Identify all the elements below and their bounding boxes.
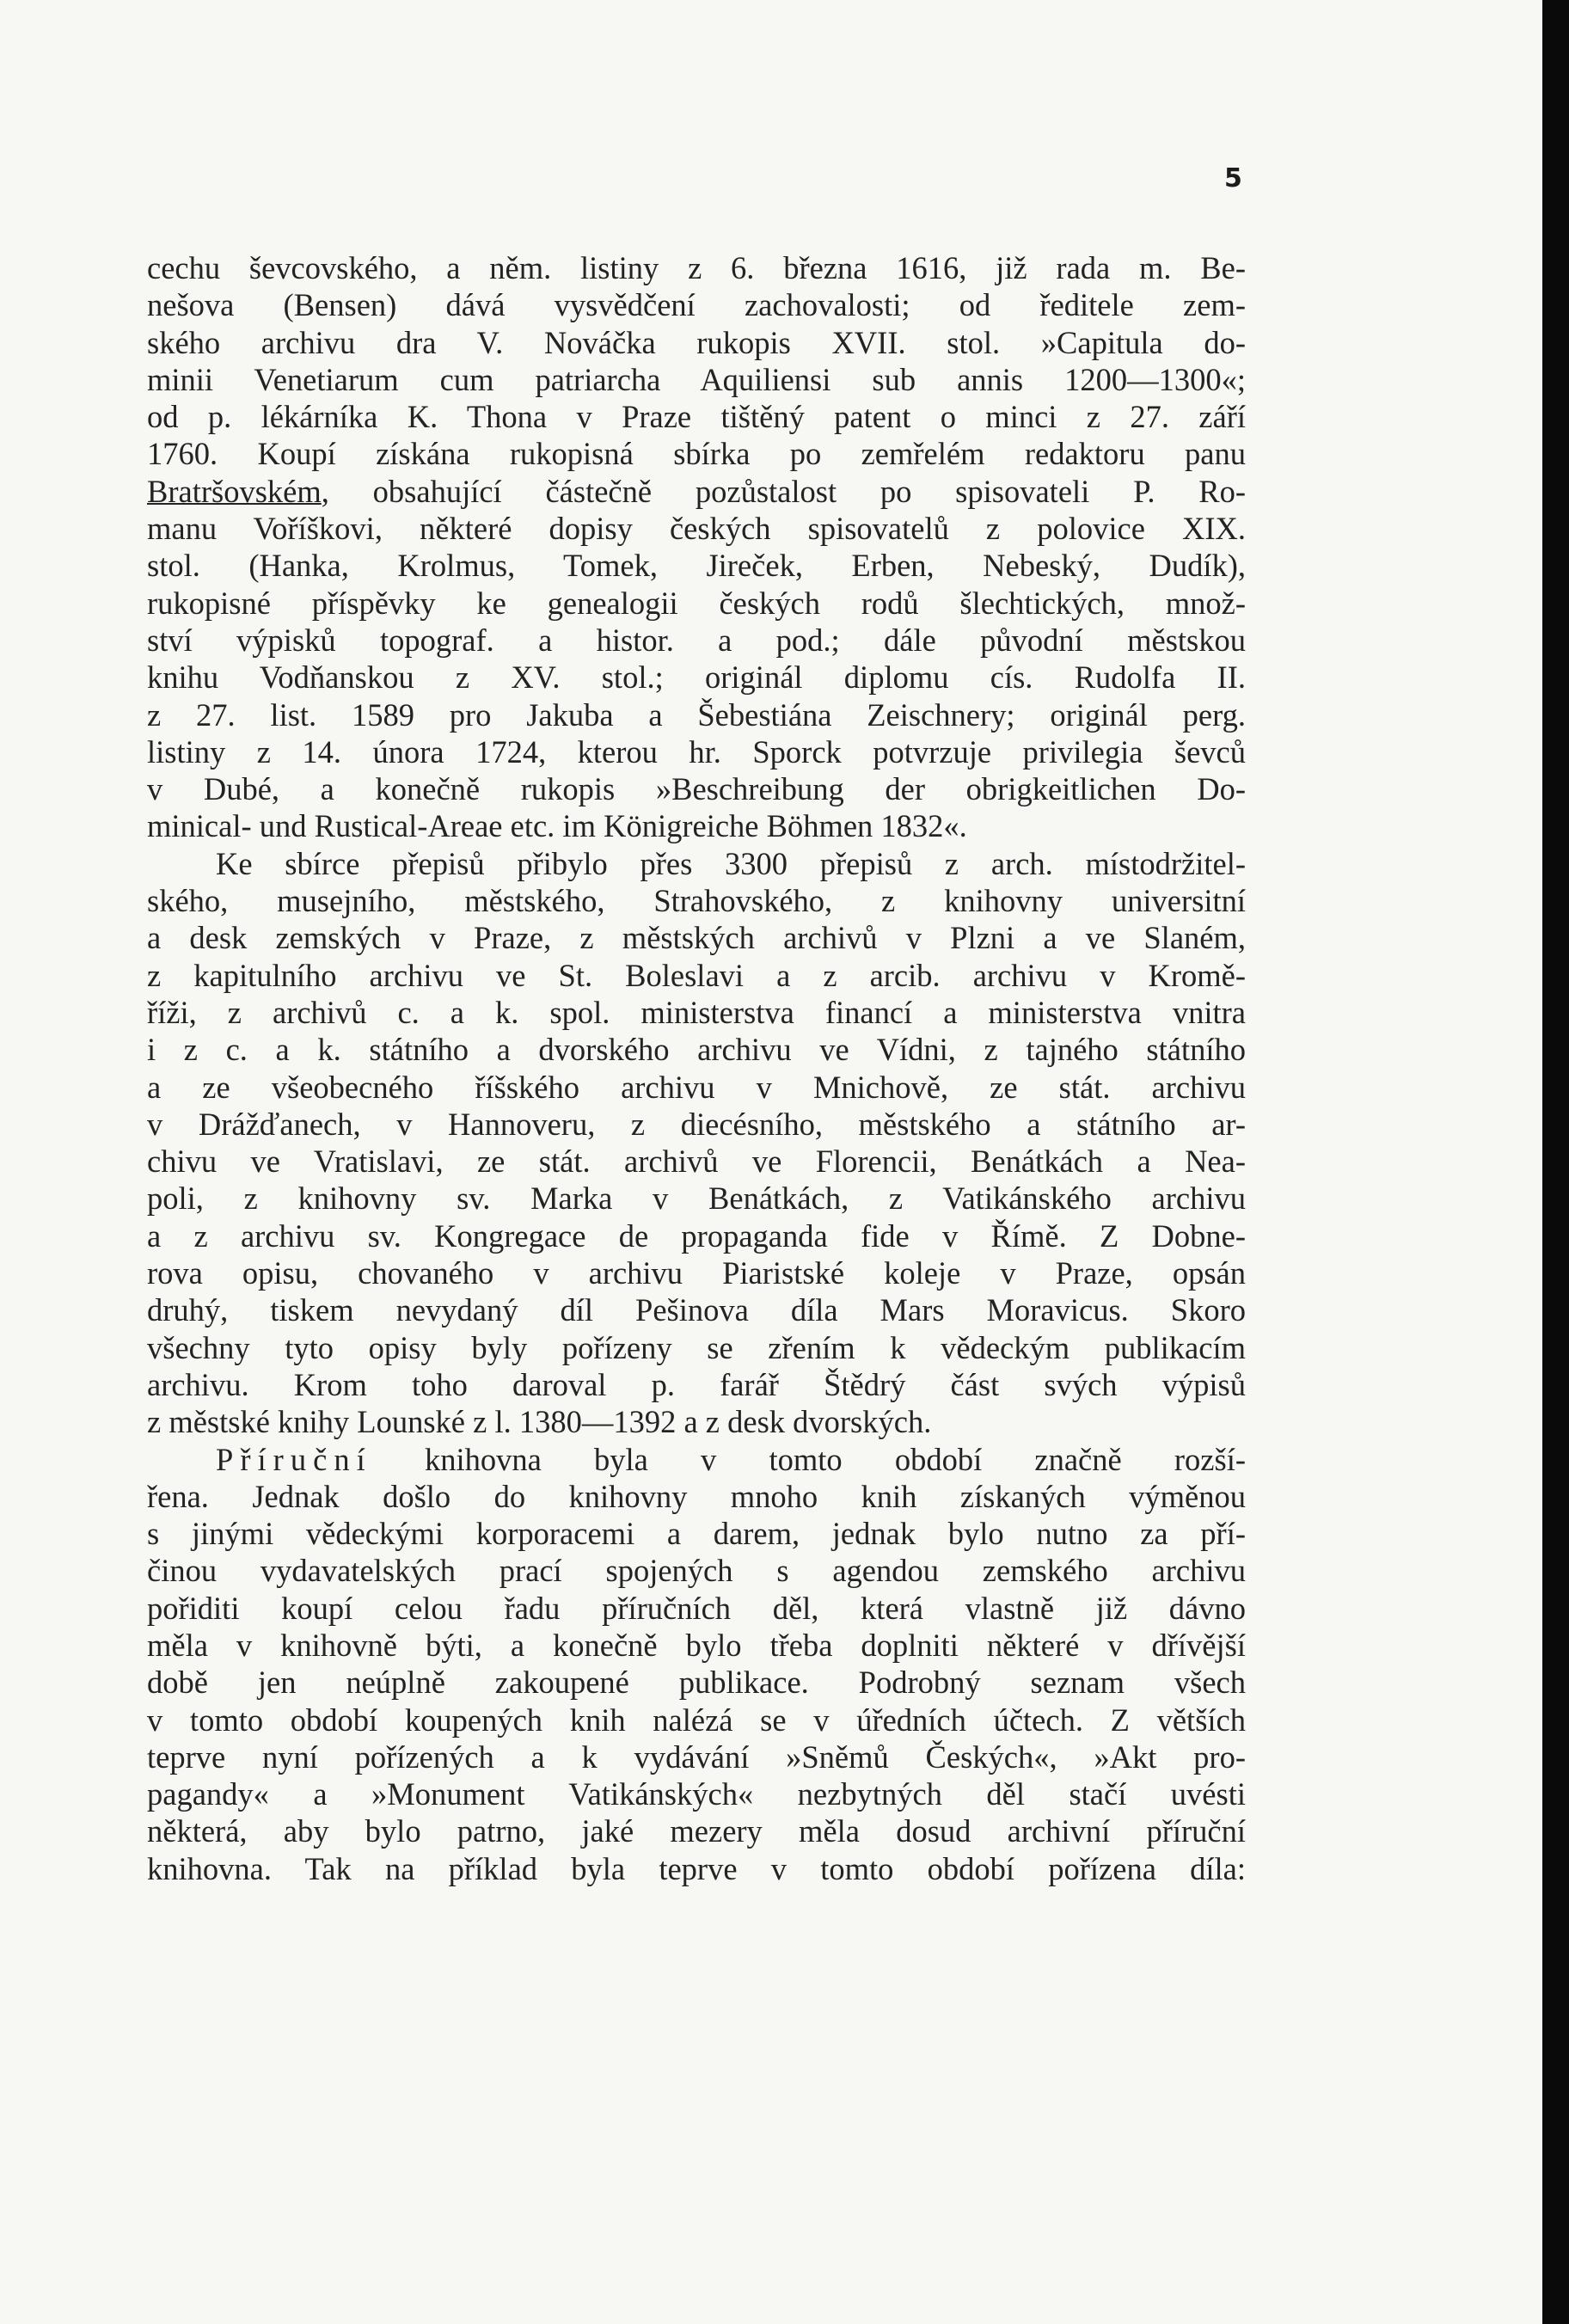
- text-line: poli, z knihovny sv. Marka v Benátkách, z Vatikánského archivu: [147, 1180, 1246, 1217]
- text-line: chivu ve Vratislavi, ze stát. archivů ve Florencii, Benátkách a Nea-: [147, 1144, 1246, 1180]
- text-line: z 27. list. 1589 pro Jakuba a Šebestiána Zeischnery; originál perg.: [147, 696, 1246, 733]
- text-line: knihovna. Tak na příklad byla teprve v tomto období pořízena díla:: [147, 1850, 1246, 1886]
- text-line: době jen neúplně zakoupené publikace. Podrobný seznam všech: [147, 1665, 1246, 1701]
- text-line: činou vydavatelských prací spojených s agendou zemského archivu: [147, 1553, 1246, 1589]
- line-text: knihovna byla v tomto období značně rozší-: [371, 1441, 1246, 1477]
- text-line: některá, aby bylo patrno, jaké mezery měla dosud archivní příruční: [147, 1813, 1246, 1849]
- body-text: [147, 249, 1246, 1887]
- text-line: říži, z archivů c. a k. spol. ministerstva financí a ministerstva vnitra: [147, 994, 1246, 1030]
- text-line: všechny tyto opisy byly pořízeny se zřením k vědeckým publikacím: [147, 1329, 1246, 1365]
- text-line: s jinými vědeckými korporacemi a darem, jednak bylo nutno za pří-: [147, 1516, 1246, 1552]
- page-number: 5: [1224, 163, 1242, 193]
- text-line: [147, 1441, 1246, 1478]
- text-line: z kapitulního archivu ve St. Boleslavi a z arcib. archivu v Kromě-: [147, 957, 1246, 993]
- text-line: 1760. Koupí získána rukopisná sbírka po zemřelém redaktoru panu: [147, 436, 1246, 472]
- text-line: ského archivu dra V. Nováčka rukopis XVII. stol. »Capitula do-: [147, 324, 1246, 360]
- line-text: , obsahující částečně pozůstalost po spisovateli P. Ro-: [321, 473, 1246, 509]
- text-line: listiny z 14. února 1724, kterou hr. Sporck potvrzuje privilegia ševců: [147, 733, 1246, 770]
- text-line: měla v knihovně býti, a konečně bylo třeba doplniti některé v dřívější: [147, 1627, 1246, 1663]
- text-line: pořiditi koupí celou řadu příručních děl, která vlastně již dávno: [147, 1590, 1246, 1626]
- underlined-word: Bratršovském: [147, 473, 322, 509]
- text-line: v Dubé, a konečně rukopis »Beschreibung der obrigkeitlichen Do-: [147, 771, 1246, 807]
- text-line: rova opisu, chovaného v archivu Piaristské koleje v Praze, opsán: [147, 1255, 1246, 1291]
- text-line: i z c. a k. státního a dvorského archivu ve Vídni, z tajného státního: [147, 1032, 1246, 1068]
- text-line: stol. (Hanka, Krolmus, Tomek, Jireček, Erben, Nebeský, Dudík),: [147, 548, 1246, 584]
- text-line: minical- und Rustical-Areae etc. im Königreiche Böhmen 1832«.: [147, 808, 967, 844]
- text-line: manu Voříškovi, některé dopisy českých spisovatelů z polovice XIX.: [147, 511, 1246, 547]
- text-line: řena. Jednak došlo do knihovny mnoho knih získaných výměnou: [147, 1478, 1246, 1514]
- text-line: archivu. Krom toho daroval p. farář Štědrý část svých výpisů: [147, 1366, 1246, 1402]
- text-line: v tomto období koupených knih nalézá se v úředních účtech. Z větších: [147, 1702, 1246, 1738]
- text-line: a ze všeobecného říšského archivu v Mnichově, ze stát. archivu: [147, 1069, 1246, 1105]
- text-line: ství výpisků topograf. a histor. a pod.; dále původní městskou: [147, 622, 1246, 658]
- text-line: z městské knihy Lounské z l. 1380—1392 a z desk dvorských.: [147, 1404, 932, 1440]
- spaced-heading-word: Příruční: [216, 1441, 372, 1477]
- text-line: Ke sbírce přepisů přibylo přes 3300 přepisů z arch. místodržitel-: [216, 845, 1246, 881]
- text-line: nešova (Bensen) dává vysvědčení zachovalosti; od ředitele zem-: [147, 287, 1246, 323]
- text-line: teprve nyní pořízených a k vydávání »Sněmů Českých«, »Akt pro-: [147, 1738, 1246, 1775]
- text-line: [147, 473, 1246, 510]
- text-line: a z archivu sv. Kongregace de propaganda fide v Římě. Z Dobne-: [147, 1217, 1246, 1254]
- text-line: pagandy« a »Monument Vatikánských« nezbytných děl stačí uvésti: [147, 1776, 1246, 1812]
- text-line: v Drážďanech, v Hannoveru, z diecésního, městského a státního ar-: [147, 1106, 1246, 1142]
- text-line: knihu Vodňanskou z XV. stol.; originál diplomu cís. Rudolfa II.: [147, 659, 1246, 696]
- text-line: minii Venetiarum cum patriarcha Aquiliensi sub annis 1200—1300«;: [147, 361, 1246, 397]
- scan-edge: [1542, 0, 1569, 2324]
- text-line: od p. lékárníka K. Thona v Praze tištěný patent o minci z 27. září: [147, 399, 1246, 435]
- text-line: a desk zemských v Praze, z městských archivů v Plzni a ve Slaném,: [147, 920, 1246, 956]
- text-line: rukopisné příspěvky ke genealogii českých rodů šlechtických, množ-: [147, 585, 1246, 621]
- text-line: cechu ševcovského, a něm. listiny z 6. března 1616, již rada m. Be-: [147, 250, 1246, 285]
- text-line: ského, musejního, městského, Strahovského, z knihovny universitní: [147, 883, 1246, 919]
- text-line: druhý, tiskem nevydaný díl Pešinova díla Mars Moravicus. Skoro: [147, 1292, 1246, 1328]
